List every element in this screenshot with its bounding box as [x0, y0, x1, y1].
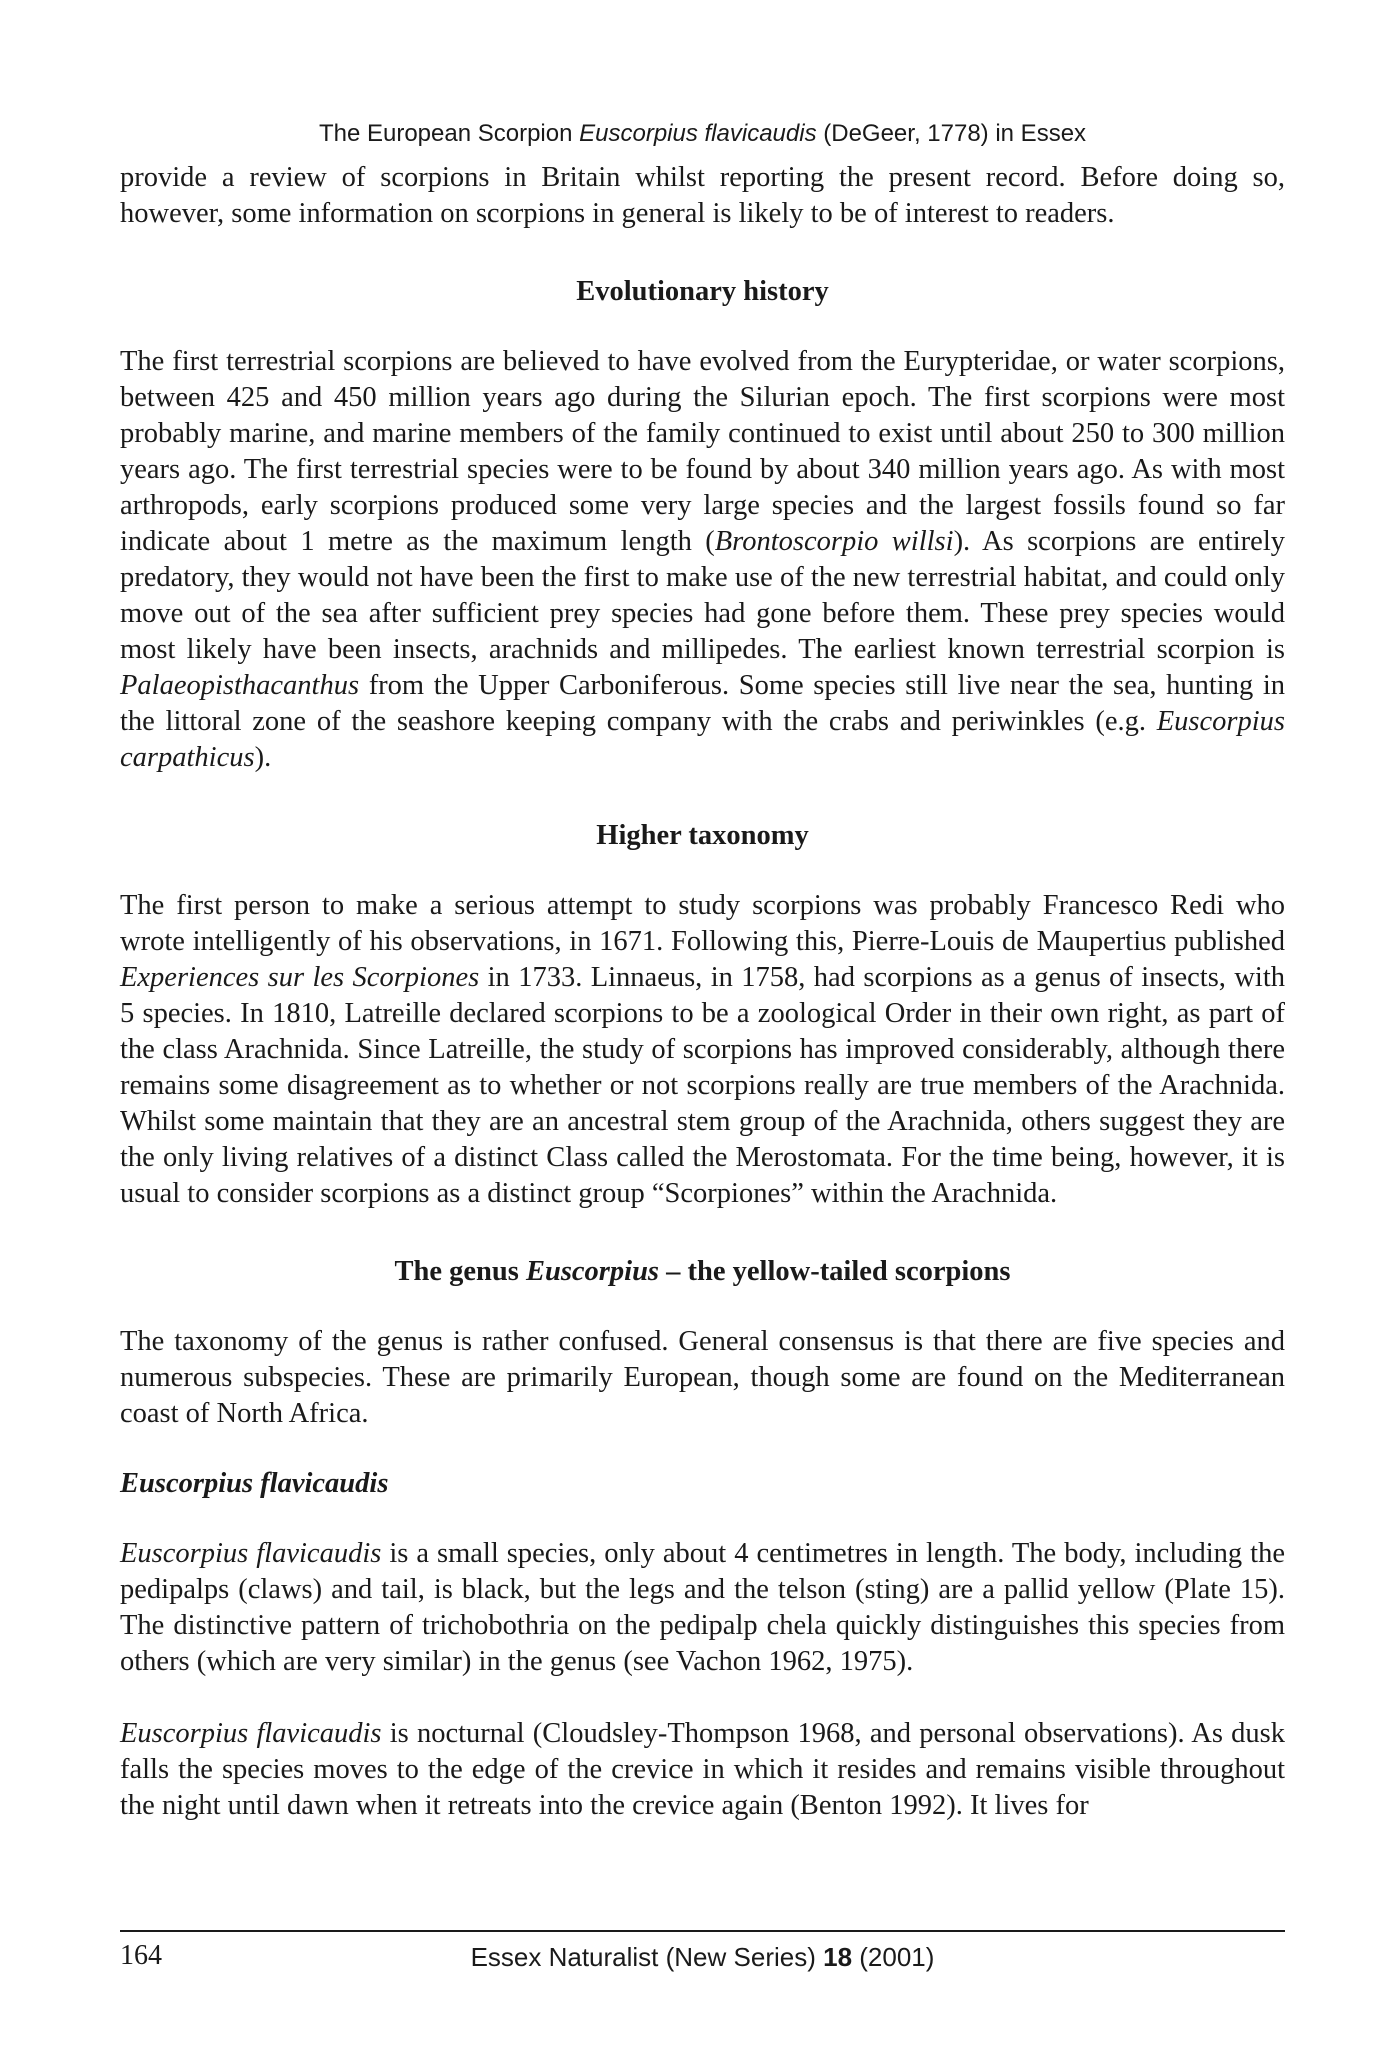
- taxonomy-paragraph: The first person to make a serious attempt to study scorpions was probably Francesco Redi who wrote intelligently of his observations, in 1671. Following this, Pierre-Louis de Maupertius published Experiences sur les Scorpiones in 1733. Linnaeus, in 1758, had scorpions as a genus of insects, with 5 species. In 1810, Latreille declared scorpions to be a zoological Order in their own right, as part of the class Arachnida. Since Latreille, the study of scorpions has improved considerably, although there remains some disagreement as to whether or not scorpions really are true members of the Arachnida. Whilst some maintain that they are an ancestral stem group of the Arachnida, others suggest they are the only living relatives of a distinct Class called the Merostomata. For the time being, however, it is usual to consider scorpions as a distinct group “Scorpiones” within the Arachnida.: [120, 890, 1286, 1209]
- header-species: Euscorpius flavicaudis: [579, 120, 817, 147]
- taxonomy-heading: Higher taxonomy: [596, 820, 809, 851]
- genus-name: Euscorpius: [525, 1256, 660, 1287]
- volume-number: 18: [823, 1942, 853, 1972]
- header-text: The European Scorpion: [318, 120, 580, 147]
- book-title: Experiences sur les Scorpiones: [120, 962, 480, 993]
- intro-paragraph: provide a review of scorpions in Britain whilst reporting the present record. Before doing so, however, some information on scorpions in general is likely to be of interest to readers.: [120, 162, 1285, 229]
- evolution-heading: Evolutionary history: [576, 276, 829, 307]
- evolution-paragraph: The first terrestrial scorpions are believed to have evolved from the Eurypteridae, or water scorpions, between 425 and 450 million years ago during the Silurian epoch. The first scorpions were most probably marine, and marine members of the family continued to exist until about 250 to 300 million years ago. The first terrestrial species were to be found by about 340 million years ago. As with most arthropods, early scorpions produced some very large species and the largest fossils found so far indicate about 1 metre as the maximum length (Brontoscorpio willsi). As scorpions are entirely predatory, they would not have been the first to make use of the new terrestrial habitat, and could only move out of the sea after sufficient prey species had gone before them. These prey species would most likely have been insects, arachnids and millipedes. The earliest known terrestrial scorpion is Palaeopisthacanthus from the Upper Carboniferous. Some species still live near the sea, hunting in the littoral zone of the seashore keeping company with the crabs and periwinkles (e.g. Euscorpius carpathicus).: [120, 346, 1285, 773]
- species-name: Euscorpius carpathicus: [120, 706, 1285, 773]
- page-number: 164: [120, 1940, 162, 1971]
- description-paragraph: Euscorpius flavicaudis is a small species, only about 4 centimetres in length. The body, including the pedipalps (claws) and tail, is black, but the legs and the telson (sting) are a pallid yellow (Plate 15). The distinctive pattern of trichobothria on the pedipalp chela quickly distinguishes this species from others (which are very similar) in the genus (see Vachon 1962, 1975).: [120, 1538, 1285, 1677]
- page-footer: [120, 1930, 1285, 1973]
- running-header: [120, 120, 1285, 148]
- page-body: [120, 120, 1285, 1824]
- species-name: Brontoscorpio willsi: [714, 526, 954, 557]
- header-author-text: (DeGeer, 1778) in Essex: [816, 120, 1087, 147]
- species-name: Euscorpius flavicaudis: [120, 1718, 382, 1749]
- genus-name: Palaeopisthacanthus: [120, 670, 360, 701]
- species-subheading: Euscorpius flavicaudis: [120, 1468, 389, 1499]
- genus-heading: The genus Euscorpius – the yellow-tailed scorpions: [394, 1256, 1011, 1287]
- species-name: Euscorpius flavicaudis: [120, 1538, 382, 1569]
- journal-citation: Essex Naturalist (New Series) 18 (2001): [470, 1942, 935, 1972]
- behaviour-paragraph: Euscorpius flavicaudis is nocturnal (Cloudsley-Thompson 1968, and personal observations). As dusk falls the species moves to the edge of the crevice in which it resides and remains visible throughout the night until dawn when it retreats into the crevice again (Benton 1992). It lives for: [120, 1718, 1285, 1821]
- genus-paragraph: The taxonomy of the genus is rather confused. General consensus is that there are five species and numerous subspecies. These are primarily European, though some are found on the Mediterranean coast of North Africa.: [120, 1326, 1285, 1429]
